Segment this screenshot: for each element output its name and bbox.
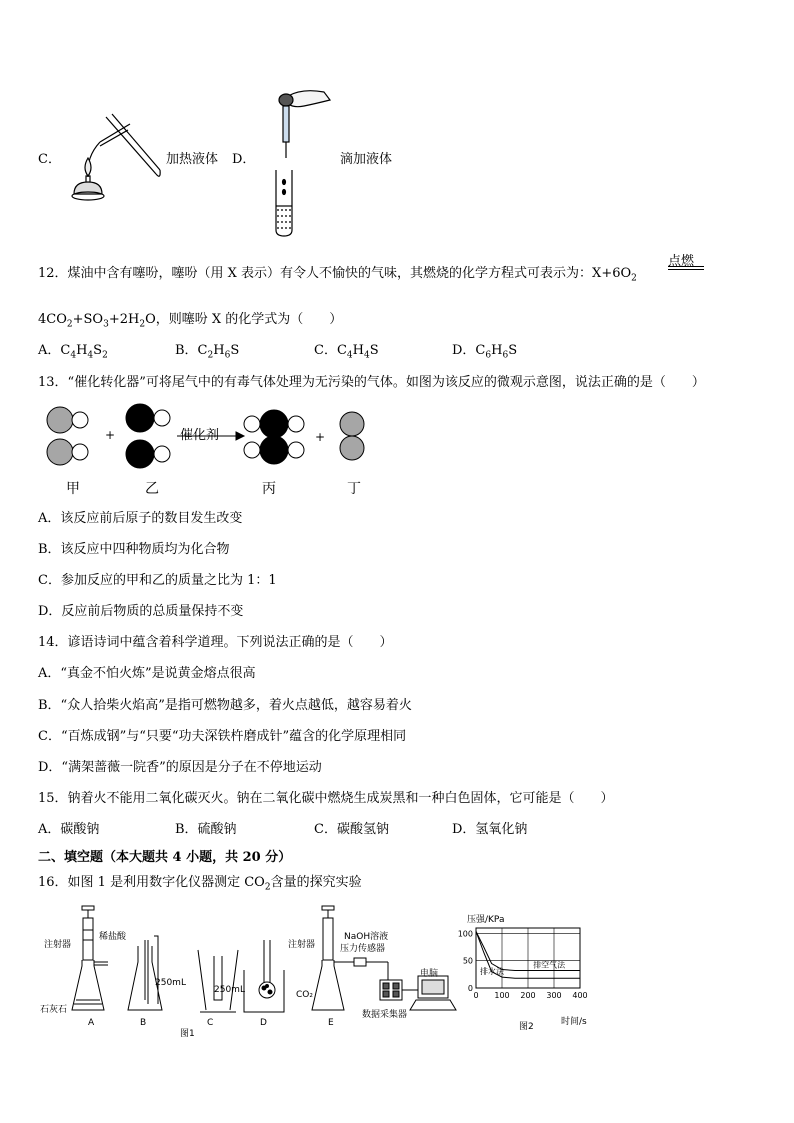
- q13-option-c[interactable]: C．参加反应的甲和乙的质量之比为 1：1: [38, 573, 277, 588]
- q15-option-b[interactable]: B．硫酸钠: [175, 822, 237, 837]
- pressure-chart: [450, 920, 600, 1020]
- heating-liquid-figure: [66, 112, 162, 212]
- letter-d: D: [260, 1018, 267, 1028]
- q14-option-c[interactable]: C．“百炼成钢”与“只要“功夫深铁杵磨成针”蕴含的化学原理相同: [38, 729, 407, 744]
- letter-b: B: [140, 1018, 147, 1028]
- q14-option-d[interactable]: D．“满架蔷薇一院香”的原因是分子在不停地运动: [38, 760, 322, 775]
- label-bing: 丙: [262, 481, 276, 497]
- x-tick-300: 300: [546, 991, 562, 1000]
- naoh-label: NaOH溶液: [344, 932, 389, 942]
- y-tick-0: 0: [467, 984, 473, 993]
- q12-option-d[interactable]: D．$C_6H_6S$: [452, 343, 518, 361]
- q12-stem: 12．煤油中含有噻吩，噻吩（用 X 表示）有令人不愉快的气味，其燃烧的化学方程式可表示为：$X+6O_2$: [38, 266, 637, 284]
- y-tick-100: 100: [457, 929, 473, 939]
- q15-option-a[interactable]: A．碳酸钠: [38, 822, 100, 837]
- dropping-liquid-figure: [264, 86, 334, 238]
- collector-label: 数据采集器: [362, 1010, 408, 1020]
- label-jia: 甲: [66, 481, 80, 497]
- syringe-label-a: 注射器: [44, 940, 72, 950]
- limestone-label: 石灰石: [40, 1005, 68, 1015]
- q11-option-c-caption: 加热液体: [166, 152, 219, 167]
- label-ding: 丁: [347, 481, 361, 497]
- q12-stem-line2: $4CO_2+SO_3+2H_2O$，则噻吩 X 的化学式为（ ）: [38, 312, 343, 330]
- chart-xlabel: 时间/s: [561, 1017, 587, 1027]
- chart-ylabel: 压强/KPa: [467, 915, 505, 925]
- catalyst-label: 催化剂: [180, 428, 220, 443]
- sensor-label: 压力传感器: [340, 944, 386, 954]
- q15-option-c[interactable]: C．碳酸氢钠: [314, 822, 389, 837]
- x-tick-0: 0: [473, 991, 479, 1000]
- q11-option-c-label: C．: [38, 152, 61, 167]
- volume-label-b: 250mL: [155, 978, 186, 988]
- q12-option-a[interactable]: A．$C_4H_4S_2$: [38, 343, 108, 361]
- q13-option-d[interactable]: D．反应前后物质的总质量保持不变: [38, 604, 244, 619]
- q16-stem: 16．如图 1 是利用数字化仪器测定 $CO_2$含量的探究实验: [38, 875, 362, 893]
- figure-2-caption: 图2: [519, 1022, 534, 1032]
- condition-line-top: [668, 266, 704, 267]
- q14-stem: 14．谚语诗词中蕴含着科学道理。下列说法正确的是（ ）: [38, 635, 393, 650]
- x-tick-100: 100: [494, 991, 510, 1000]
- q12-option-c[interactable]: C．$C_4H_4S$: [314, 343, 379, 361]
- q12-option-b[interactable]: B．$C_2H_6S$: [175, 343, 240, 361]
- q13-option-a[interactable]: A．该反应前后原子的数目发生改变: [38, 511, 243, 526]
- label-yi: 乙: [145, 481, 159, 497]
- computer-label: 电脑: [420, 969, 439, 979]
- q14-option-a[interactable]: A．“真金不怕火炼”是说黄金熔点很高: [38, 666, 256, 681]
- syringe-label-e: 注射器: [288, 940, 316, 950]
- section-title: 二、填空题（本大题共 4 小题，共 20 分）: [38, 850, 292, 865]
- condition-line-bottom: [668, 269, 704, 270]
- plus-sign-2: +: [315, 430, 326, 444]
- co2-label: CO₂: [296, 990, 313, 1000]
- letter-c: C: [207, 1018, 214, 1028]
- q13-stem: 13．“催化转化器”可将尾气中的有毒气体处理为无污染的气体。如图为该反应的微观示意图，说法正确的是（ ）: [38, 375, 705, 390]
- plus-sign-1: +: [105, 428, 116, 442]
- q15-stem: 15．钠着火不能用二氧化碳灭火。钠在二氧化碳中燃烧生成炭黑和一种白色固体，它可能是（ ）: [38, 791, 614, 806]
- volume-label-c: 250mL: [214, 985, 245, 995]
- acid-label: 稀盐酸: [99, 932, 127, 942]
- q13-option-b[interactable]: B．该反应中四种物质均为化合物: [38, 542, 230, 557]
- series-label-air: 排空气法: [533, 960, 566, 970]
- q14-option-b[interactable]: B．“众人拾柴火焰高”是指可燃物越多，着火点越低，越容易着火: [38, 698, 412, 713]
- reaction-condition: 点燃: [668, 254, 695, 269]
- q11-option-d-caption: 滴加液体: [340, 152, 393, 167]
- letter-e: E: [328, 1018, 334, 1028]
- x-tick-400: 400: [572, 991, 588, 1000]
- x-tick-200: 200: [520, 991, 536, 1000]
- series-label-water: 排水法: [480, 967, 504, 977]
- figure-1-caption: 图1: [180, 1029, 195, 1039]
- q11-option-d-label: D．: [232, 152, 256, 167]
- y-tick-50: 50: [462, 956, 473, 966]
- letter-a: A: [88, 1018, 95, 1028]
- q15-option-d[interactable]: D．氢氧化钠: [452, 822, 528, 837]
